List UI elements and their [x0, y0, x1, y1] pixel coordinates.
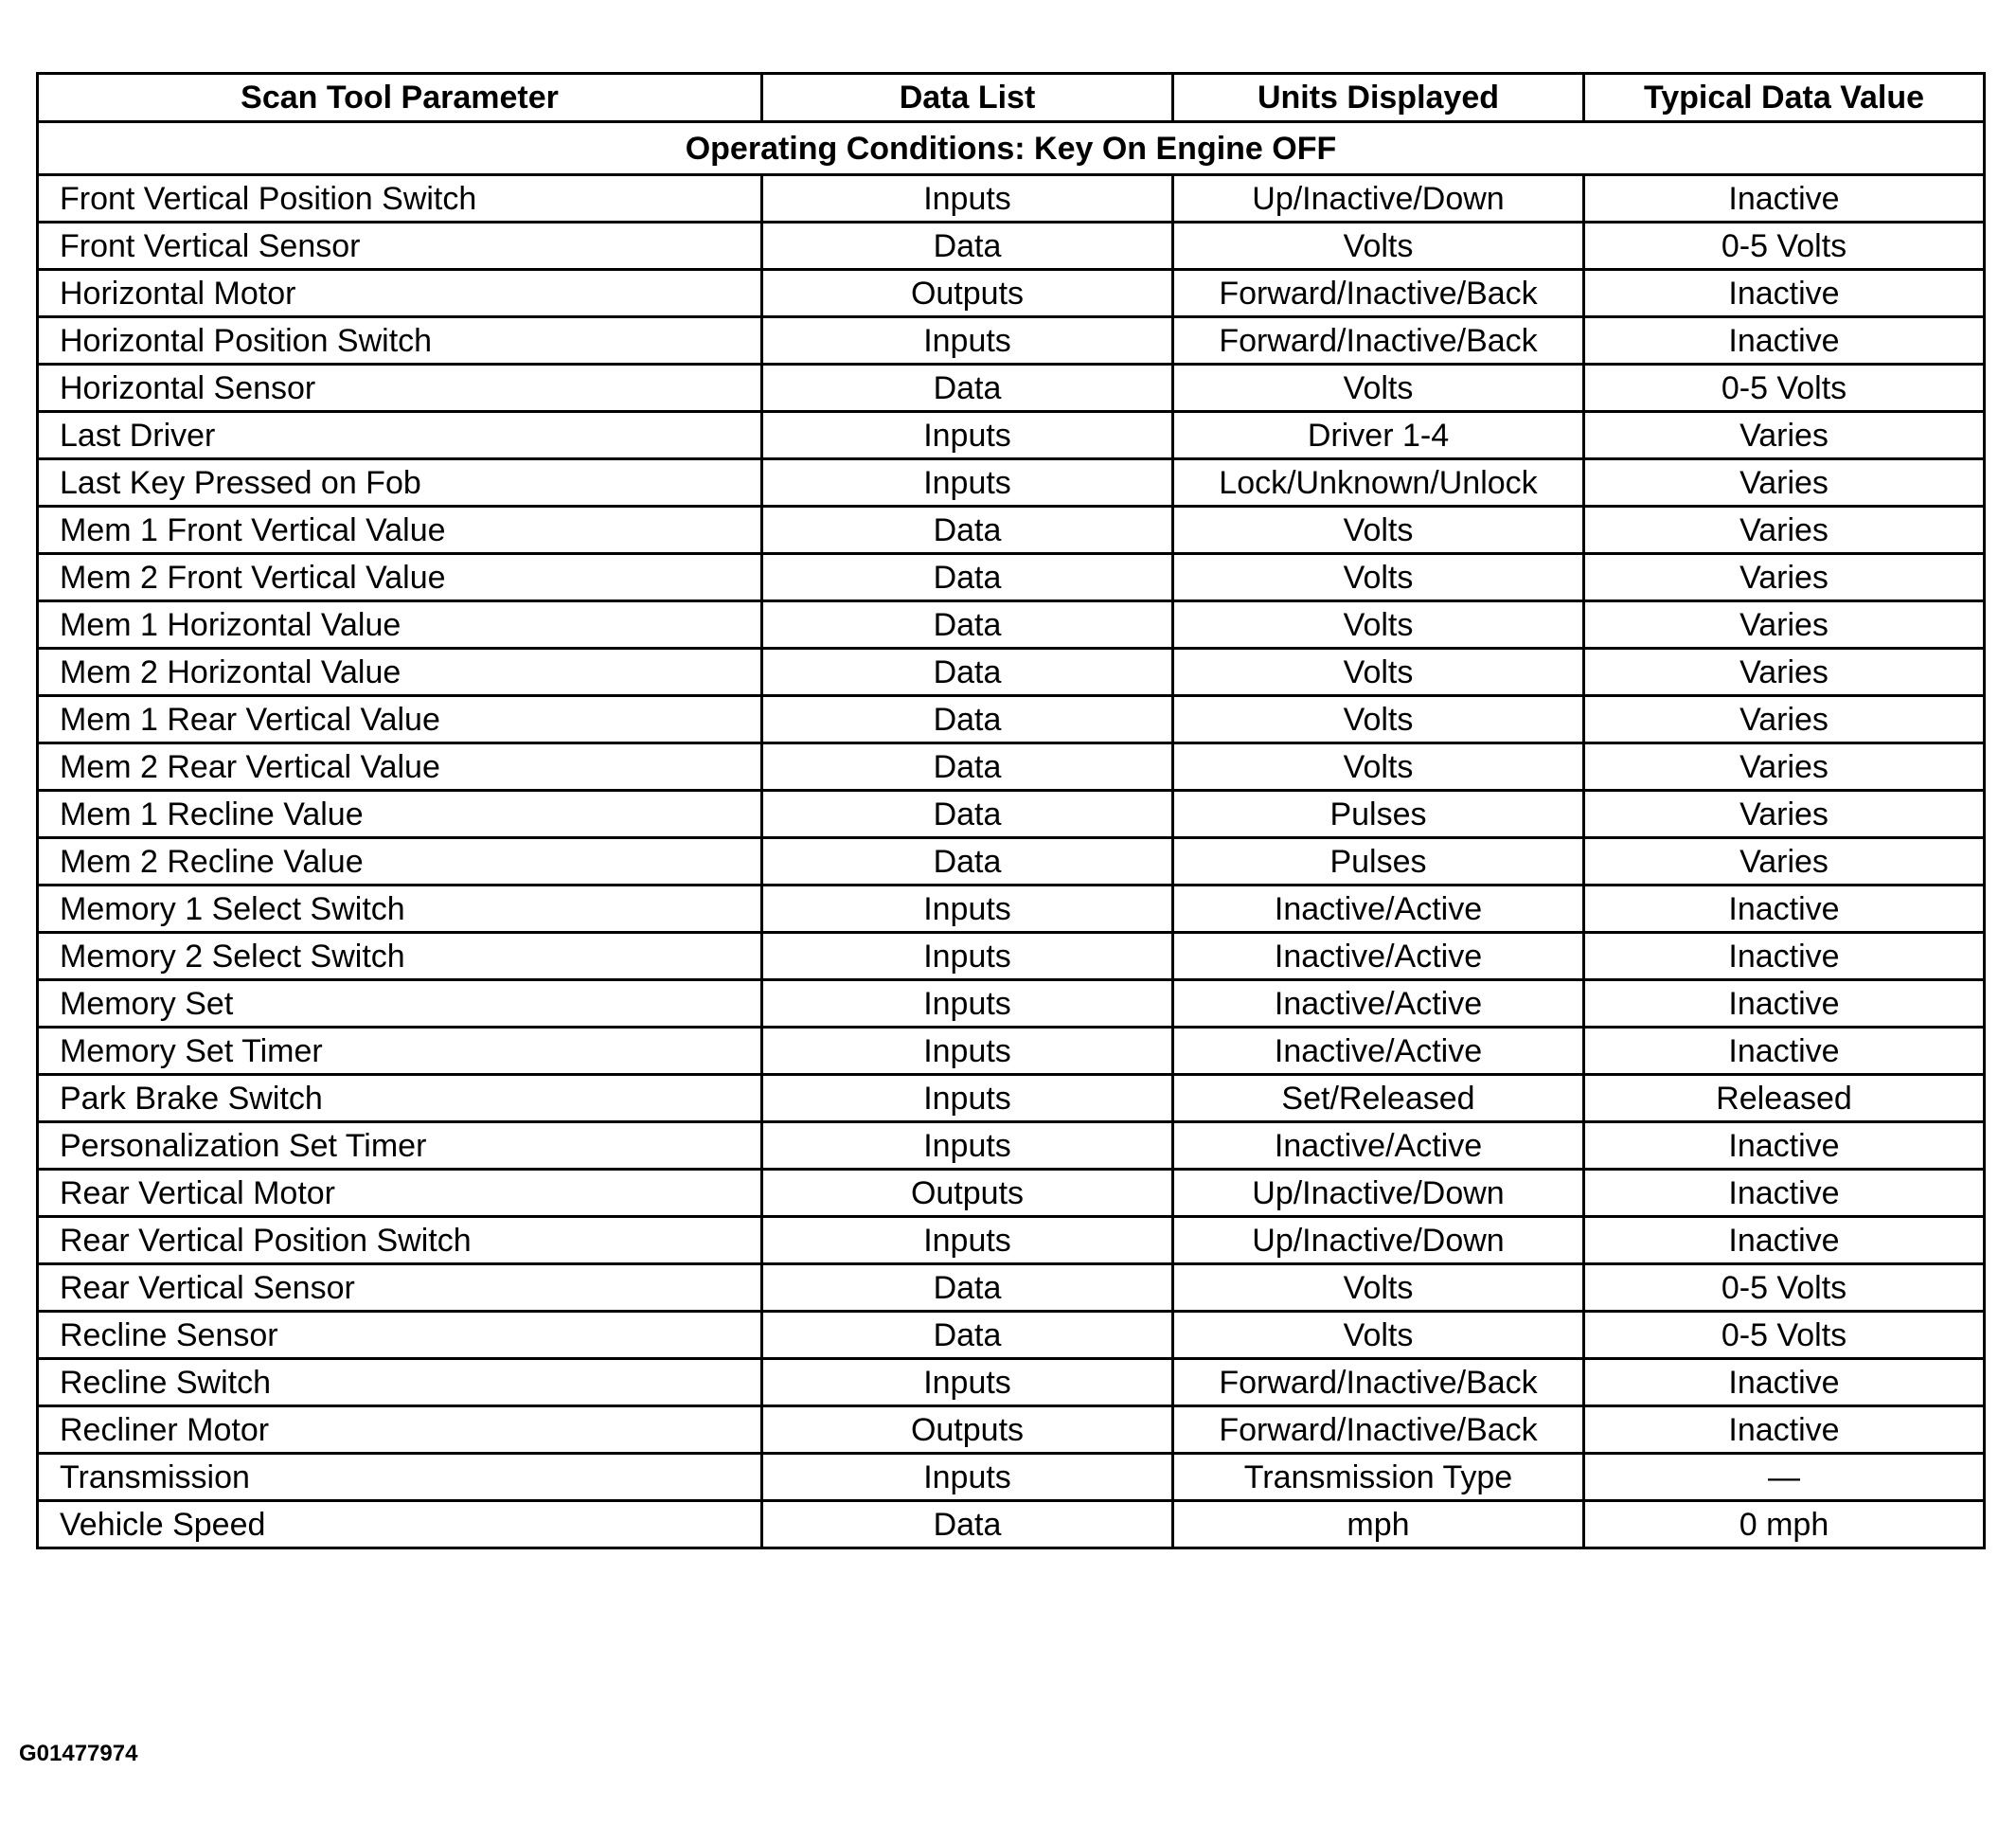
cell-units-displayed: Forward/Inactive/Back — [1173, 1406, 1584, 1454]
cell-typical-value: Inactive — [1584, 270, 1985, 317]
cell-parameter: Memory 1 Select Switch — [38, 886, 762, 933]
cell-typical-value: Varies — [1584, 601, 1985, 649]
cell-parameter: Horizontal Sensor — [38, 365, 762, 412]
cell-data-list: Inputs — [762, 1028, 1173, 1075]
cell-parameter: Mem 1 Horizontal Value — [38, 601, 762, 649]
table-row — [38, 317, 1985, 365]
cell-parameter: Memory Set Timer — [38, 1028, 762, 1075]
cell-typical-value: Varies — [1584, 649, 1985, 696]
cell-parameter: Rear Vertical Motor — [38, 1170, 762, 1217]
cell-data-list: Data — [762, 223, 1173, 270]
cell-data-list: Inputs — [762, 933, 1173, 980]
table-row — [38, 1501, 1985, 1548]
cell-typical-value: Inactive — [1584, 175, 1985, 223]
cell-typical-value: Inactive — [1584, 933, 1985, 980]
cell-units-displayed: Pulses — [1173, 791, 1584, 838]
cell-typical-value: Varies — [1584, 412, 1985, 459]
cell-data-list: Data — [762, 696, 1173, 743]
cell-typical-value: Inactive — [1584, 886, 1985, 933]
cell-typical-value: Varies — [1584, 696, 1985, 743]
cell-parameter: Front Vertical Position Switch — [38, 175, 762, 223]
table-row — [38, 791, 1985, 838]
cell-units-displayed: Up/Inactive/Down — [1173, 1170, 1584, 1217]
cell-data-list: Inputs — [762, 459, 1173, 507]
cell-typical-value: Varies — [1584, 507, 1985, 554]
cell-typical-value: Varies — [1584, 743, 1985, 791]
cell-parameter: Mem 1 Recline Value — [38, 791, 762, 838]
table-row — [38, 838, 1985, 886]
cell-typical-value: Inactive — [1584, 1406, 1985, 1454]
table-header-row — [38, 74, 1985, 122]
cell-units-displayed: Forward/Inactive/Back — [1173, 317, 1584, 365]
table-row — [38, 459, 1985, 507]
header-scan-tool-parameter: Scan Tool Parameter — [38, 74, 762, 122]
cell-units-displayed: mph — [1173, 1501, 1584, 1548]
cell-parameter: Park Brake Switch — [38, 1075, 762, 1122]
cell-units-displayed: Set/Released — [1173, 1075, 1584, 1122]
cell-data-list: Inputs — [762, 412, 1173, 459]
cell-parameter: Rear Vertical Sensor — [38, 1264, 762, 1312]
cell-units-displayed: Inactive/Active — [1173, 980, 1584, 1028]
cell-data-list: Data — [762, 365, 1173, 412]
cell-parameter: Recline Sensor — [38, 1312, 762, 1359]
cell-units-displayed: Up/Inactive/Down — [1173, 175, 1584, 223]
cell-parameter: Mem 1 Front Vertical Value — [38, 507, 762, 554]
cell-units-displayed: Inactive/Active — [1173, 933, 1584, 980]
cell-parameter: Recliner Motor — [38, 1406, 762, 1454]
cell-typical-value: Varies — [1584, 554, 1985, 601]
cell-data-list: Inputs — [762, 1122, 1173, 1170]
figure-id: G01477974 — [19, 1741, 138, 1766]
cell-units-displayed: Pulses — [1173, 838, 1584, 886]
header-units-displayed: Units Displayed — [1173, 74, 1584, 122]
table-row — [38, 1454, 1985, 1501]
table-row — [38, 1075, 1985, 1122]
cell-units-displayed: Volts — [1173, 1312, 1584, 1359]
table-row — [38, 1312, 1985, 1359]
cell-typical-value: Varies — [1584, 838, 1985, 886]
table-row — [38, 365, 1985, 412]
cell-data-list: Data — [762, 649, 1173, 696]
table-row — [38, 554, 1985, 601]
cell-units-displayed: Lock/Unknown/Unlock — [1173, 459, 1584, 507]
cell-data-list: Inputs — [762, 1075, 1173, 1122]
table-row — [38, 649, 1985, 696]
table-row — [38, 1170, 1985, 1217]
cell-data-list: Inputs — [762, 886, 1173, 933]
cell-data-list: Inputs — [762, 175, 1173, 223]
cell-typical-value: Inactive — [1584, 1170, 1985, 1217]
table-row — [38, 980, 1985, 1028]
cell-parameter: Recline Switch — [38, 1359, 762, 1406]
cell-data-list: Data — [762, 1264, 1173, 1312]
cell-data-list: Data — [762, 507, 1173, 554]
table-row — [38, 1122, 1985, 1170]
cell-data-list: Data — [762, 1312, 1173, 1359]
cell-parameter: Mem 1 Rear Vertical Value — [38, 696, 762, 743]
cell-units-displayed: Volts — [1173, 1264, 1584, 1312]
cell-parameter: Memory Set — [38, 980, 762, 1028]
cell-typical-value: Inactive — [1584, 980, 1985, 1028]
cell-data-list: Data — [762, 1501, 1173, 1548]
cell-data-list: Outputs — [762, 270, 1173, 317]
cell-parameter: Memory 2 Select Switch — [38, 933, 762, 980]
cell-data-list: Inputs — [762, 317, 1173, 365]
cell-units-displayed: Forward/Inactive/Back — [1173, 1359, 1584, 1406]
cell-typical-value: Varies — [1584, 791, 1985, 838]
table-row — [38, 1359, 1985, 1406]
table-row — [38, 270, 1985, 317]
section-row — [38, 122, 1985, 175]
cell-typical-value: 0-5 Volts — [1584, 223, 1985, 270]
cell-parameter: Horizontal Motor — [38, 270, 762, 317]
scan-tool-data-table-container — [36, 72, 1983, 1549]
cell-parameter: Mem 2 Rear Vertical Value — [38, 743, 762, 791]
cell-parameter: Personalization Set Timer — [38, 1122, 762, 1170]
cell-data-list: Inputs — [762, 1359, 1173, 1406]
cell-units-displayed: Up/Inactive/Down — [1173, 1217, 1584, 1264]
cell-parameter: Front Vertical Sensor — [38, 223, 762, 270]
table-row — [38, 933, 1985, 980]
cell-units-displayed: Volts — [1173, 223, 1584, 270]
cell-data-list: Data — [762, 601, 1173, 649]
table-row — [38, 412, 1985, 459]
cell-parameter: Mem 2 Front Vertical Value — [38, 554, 762, 601]
table-row — [38, 175, 1985, 223]
cell-data-list: Outputs — [762, 1170, 1173, 1217]
cell-parameter: Last Key Pressed on Fob — [38, 459, 762, 507]
cell-parameter: Transmission — [38, 1454, 762, 1501]
cell-typical-value: 0 mph — [1584, 1501, 1985, 1548]
cell-typical-value: Inactive — [1584, 1217, 1985, 1264]
cell-units-displayed: Volts — [1173, 601, 1584, 649]
header-data-list: Data List — [762, 74, 1173, 122]
header-typical-data-value: Typical Data Value — [1584, 74, 1985, 122]
cell-data-list: Inputs — [762, 980, 1173, 1028]
cell-typical-value: 0-5 Volts — [1584, 1312, 1985, 1359]
cell-units-displayed: Driver 1-4 — [1173, 412, 1584, 459]
cell-units-displayed: Inactive/Active — [1173, 1028, 1584, 1075]
table-row — [38, 1406, 1985, 1454]
cell-data-list: Outputs — [762, 1406, 1173, 1454]
table-row — [38, 1264, 1985, 1312]
cell-parameter: Rear Vertical Position Switch — [38, 1217, 762, 1264]
table-row — [38, 743, 1985, 791]
cell-data-list: Inputs — [762, 1454, 1173, 1501]
section-title: Operating Conditions: Key On Engine OFF — [38, 122, 1985, 175]
table-row — [38, 223, 1985, 270]
table-row — [38, 507, 1985, 554]
cell-parameter: Vehicle Speed — [38, 1501, 762, 1548]
cell-units-displayed: Transmission Type — [1173, 1454, 1584, 1501]
cell-units-displayed: Inactive/Active — [1173, 886, 1584, 933]
cell-parameter: Mem 2 Horizontal Value — [38, 649, 762, 696]
cell-units-displayed: Volts — [1173, 696, 1584, 743]
cell-typical-value: Released — [1584, 1075, 1985, 1122]
table-row — [38, 601, 1985, 649]
cell-units-displayed: Forward/Inactive/Back — [1173, 270, 1584, 317]
cell-data-list: Data — [762, 838, 1173, 886]
cell-parameter: Horizontal Position Switch — [38, 317, 762, 365]
cell-units-displayed: Volts — [1173, 365, 1584, 412]
cell-typical-value: 0-5 Volts — [1584, 1264, 1985, 1312]
cell-typical-value: Varies — [1584, 459, 1985, 507]
cell-data-list: Data — [762, 743, 1173, 791]
table-row — [38, 696, 1985, 743]
cell-parameter: Last Driver — [38, 412, 762, 459]
cell-data-list: Data — [762, 554, 1173, 601]
cell-units-displayed: Volts — [1173, 554, 1584, 601]
cell-typical-value: Inactive — [1584, 1359, 1985, 1406]
cell-units-displayed: Volts — [1173, 743, 1584, 791]
scan-tool-data-table — [36, 72, 1986, 1549]
cell-typical-value: Inactive — [1584, 317, 1985, 365]
table-row — [38, 1028, 1985, 1075]
cell-parameter: Mem 2 Recline Value — [38, 838, 762, 886]
cell-data-list: Data — [762, 791, 1173, 838]
cell-typical-value: Inactive — [1584, 1122, 1985, 1170]
cell-units-displayed: Volts — [1173, 507, 1584, 554]
cell-typical-value: — — [1584, 1454, 1985, 1501]
table-row — [38, 1217, 1985, 1264]
cell-typical-value: Inactive — [1584, 1028, 1985, 1075]
cell-units-displayed: Volts — [1173, 649, 1584, 696]
cell-units-displayed: Inactive/Active — [1173, 1122, 1584, 1170]
table-row — [38, 886, 1985, 933]
cell-typical-value: 0-5 Volts — [1584, 365, 1985, 412]
cell-data-list: Inputs — [762, 1217, 1173, 1264]
